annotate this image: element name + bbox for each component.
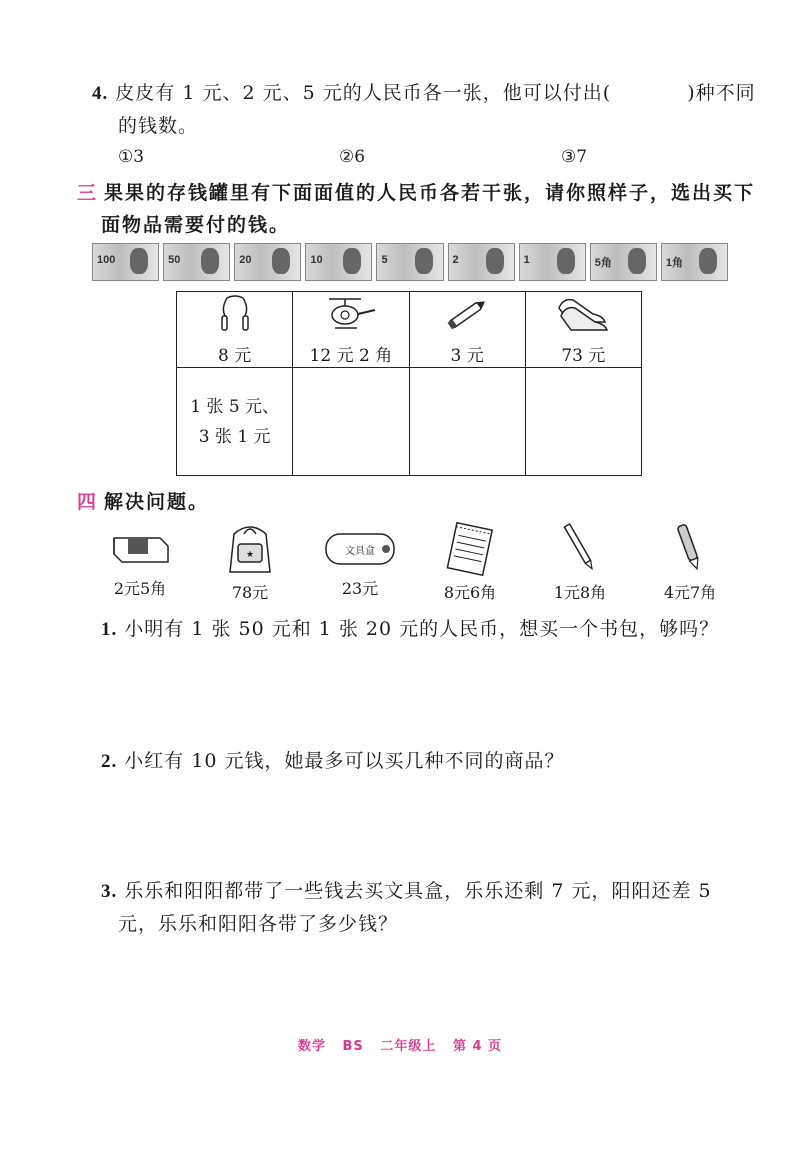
product-schoolbag: [200, 520, 300, 603]
product-price: 23元: [341, 579, 379, 598]
section4-heading: [77, 487, 209, 514]
banknote-row: [92, 243, 728, 279]
s4-q2-number: 2.: [101, 751, 118, 772]
s4-q3-answer-area[interactable]: [118, 945, 718, 1015]
q4-option-3[interactable]: ③7: [561, 147, 588, 167]
s4-question-2: [101, 746, 565, 773]
product-price: 1元8角: [553, 583, 607, 602]
product-price: 8元6角: [443, 583, 497, 602]
shoes-icon: [553, 294, 613, 334]
example-cell: [177, 368, 293, 476]
s4-q1-answer-area[interactable]: [118, 650, 718, 730]
q4-text-end: )种不同: [687, 82, 756, 104]
notebook-icon: [438, 520, 502, 576]
banknote-20-icon: 20: [234, 243, 301, 281]
product-eraser: [90, 520, 190, 599]
banknote-5jiao-icon: 5角: [590, 243, 657, 281]
s4-q1-text: 小明有 1 张 50 元和 1 张 20 元的人民币，想买一个书包，够吗？: [124, 618, 720, 640]
item-cell-jump-rope: [177, 292, 293, 368]
q4-line2: 的钱数。: [118, 115, 199, 137]
item-price: 12 元 2 角: [309, 345, 393, 366]
eraser-icon: [108, 520, 172, 572]
toy-helicopter-icon: [321, 294, 381, 334]
item-cell-helicopter: [293, 292, 409, 368]
s4-q3-line2: 元，乐乐和阳阳各带了多少钱？: [118, 913, 399, 935]
q4-text: 皮皮有 1 元、2 元、5 元的人民币各一张，他可以付出(: [115, 82, 612, 104]
price-table: [176, 291, 642, 476]
banknote-10-icon: 10: [305, 243, 372, 281]
section3-heading: [77, 178, 755, 205]
section4-title: 解决问题。: [104, 491, 210, 513]
pencil-case-icon: [320, 520, 400, 572]
product-price: 4元7角: [663, 583, 717, 602]
banknote-50-icon: 50: [163, 243, 230, 281]
example-line1: 1 张 5 元、: [190, 396, 280, 417]
item-cell-shoes: [525, 292, 641, 368]
banknote-1-icon: 1: [519, 243, 586, 281]
s4-q3-number: 3.: [101, 881, 118, 902]
answer-cell-helicopter[interactable]: [293, 368, 409, 476]
s4-question-3: [101, 876, 712, 903]
product-pen: [640, 520, 740, 603]
banknote-1jiao-icon: 1角: [661, 243, 728, 281]
banknote-100-icon: 100: [92, 243, 159, 281]
page-footer: 数学 BS 二年级上 第 4 页: [297, 1039, 503, 1054]
answer-cell-pen[interactable]: [409, 368, 525, 476]
s4-q2-text: 小红有 10 元钱，她最多可以买几种不同的商品？: [124, 750, 565, 772]
q4-number: 4.: [92, 83, 109, 104]
s4-q3-text: 乐乐和阳阳都带了一些钱去买文具盒，乐乐还剩 7 元，阳阳还差 5: [124, 880, 712, 902]
example-line2: 3 张 1 元: [198, 426, 271, 447]
section3-line1: 果果的存钱罐里有下面面值的人民币各若干张，请你照样子，选出买下: [104, 182, 756, 204]
s4-q2-answer-area[interactable]: [118, 782, 718, 862]
schoolbag-icon: [218, 520, 282, 576]
item-price: 73 元: [561, 345, 606, 366]
svg-text:★: ★: [245, 550, 255, 560]
section4-mark: 四: [77, 491, 99, 513]
product-price: 78元: [231, 583, 269, 602]
section3-mark: 三: [77, 182, 99, 204]
product-pencil-case: [310, 520, 410, 599]
item-price: 3 元: [450, 345, 484, 366]
q4-option-2[interactable]: ②6: [339, 147, 366, 167]
pencil-icon: [548, 520, 612, 576]
item-cell-pen: [409, 292, 525, 368]
s4-q1-number: 1.: [101, 619, 118, 640]
pen-icon: [658, 520, 722, 576]
q4-option-1[interactable]: ①3: [118, 147, 145, 167]
pencil-case-label: 文具盒: [345, 546, 375, 557]
product-price: 2元5角: [113, 579, 167, 598]
jump-rope-icon: [215, 294, 255, 334]
s4-question-1: [101, 614, 719, 641]
banknote-5-icon: 5: [376, 243, 443, 281]
section3-line2: 面物品需要付的钱。: [101, 214, 291, 236]
item-price: 8 元: [218, 345, 252, 366]
product-notebook: [420, 520, 520, 603]
product-pencil: [530, 520, 630, 603]
pen-icon: [442, 294, 492, 334]
banknote-2-icon: 2: [448, 243, 515, 281]
q4-line1: [92, 78, 756, 105]
answer-cell-shoes[interactable]: [525, 368, 641, 476]
product-row: [90, 520, 730, 604]
